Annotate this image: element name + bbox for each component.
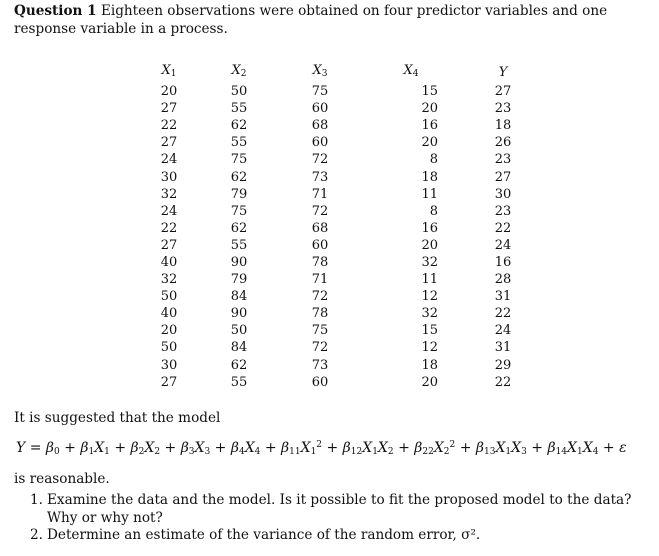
cell-x2: 55 [230,101,248,117]
cell-x4: 8 [429,203,438,219]
cell-x1: 30 [160,357,178,373]
task-text: Determine an estimate of the variance of the random error, σ². [47,527,481,543]
cell-x4: 12 [421,289,438,305]
question-intro [14,2,644,38]
cell-x3: 73 [311,357,329,373]
cell-x4: 20 [421,101,438,117]
table-row [140,117,544,134]
cell-x4: 11 [421,272,438,288]
cell-x4: 16 [421,220,438,236]
cell-x4: 20 [421,237,438,253]
table-row [140,168,544,185]
table-row [140,357,544,374]
cell-x1: 30 [160,169,178,185]
data-table [140,62,544,391]
cell-y: 24 [494,237,512,253]
cell-y: 23 [494,101,512,117]
cell-y: 16 [494,254,512,270]
cell-x3: 75 [311,323,329,339]
table-body [140,83,544,391]
cell-y: 18 [494,118,512,134]
cell-x3: 60 [311,135,329,151]
cell-x2: 79 [230,272,248,288]
cell-x1: 50 [160,289,178,305]
table-row [140,186,544,203]
question-text: Eighteen observations were obtained on four predictor variables and one response variable in a process. [14,3,608,37]
cell-x2: 62 [230,169,248,185]
cell-x1: 20 [160,84,178,100]
cell-y: 22 [494,374,512,390]
cell-x2: 55 [230,135,248,151]
question-label: Question 1 [14,3,97,19]
cell-x2: 62 [230,220,248,236]
cell-x4: 15 [421,323,438,339]
table-row [140,220,544,237]
cell-x2: 75 [230,152,248,168]
cell-x4: 20 [421,374,438,390]
cell-x3: 78 [311,254,329,270]
cell-x3: 68 [311,220,329,236]
cell-x1: 27 [160,101,178,117]
cell-x3: 71 [311,186,329,202]
cell-x2: 62 [230,357,248,373]
cell-y: 22 [494,306,512,322]
cell-x2: 90 [230,254,248,270]
header-y: Y [498,65,508,80]
cell-x1: 20 [160,323,178,339]
table-row [140,237,544,254]
model-intro-text: It is suggested that the model [14,410,221,426]
cell-x4: 20 [421,135,438,151]
cell-x3: 72 [311,340,329,356]
cell-x3: 72 [311,289,329,305]
cell-x4: 16 [421,118,438,134]
table-row [140,203,544,220]
cell-x3: 60 [311,374,329,390]
cell-x4: 32 [421,306,438,322]
cell-x1: 40 [160,306,178,322]
cell-x2: 55 [230,237,248,253]
cell-y: 22 [494,220,512,236]
cell-y: 29 [494,357,512,373]
cell-x2: 55 [230,374,248,390]
cell-x2: 50 [230,323,248,339]
cell-y: 28 [494,272,512,288]
task-item [0,527,642,545]
table-row [140,83,544,100]
cell-x1: 32 [160,186,178,202]
cell-y: 23 [494,203,512,219]
cell-x4: 12 [421,340,438,356]
cell-x2: 62 [230,118,248,134]
cell-x3: 72 [311,152,329,168]
cell-y: 24 [494,323,512,339]
header-x2: $X_2$ [231,63,247,79]
cell-x1: 24 [160,203,178,219]
table-row [140,288,544,305]
table-row [140,339,544,356]
table-row [140,374,544,391]
cell-x1: 32 [160,272,178,288]
cell-x1: 22 [160,220,178,236]
table-row [140,134,544,151]
cell-x2: 84 [230,289,248,305]
cell-y: 31 [494,289,512,305]
cell-y: 27 [494,84,512,100]
cell-x3: 78 [311,306,329,322]
cell-x3: 75 [311,84,329,100]
cell-x2: 50 [230,84,248,100]
cell-x4: 32 [421,254,438,270]
task-text: Examine the data and the model. Is it possible to fit the proposed model to the data? Why or why not? [47,492,632,526]
table-row [140,305,544,322]
reasonable-text: is reasonable. [14,471,110,487]
cell-x3: 68 [311,118,329,134]
cell-x4: 15 [421,84,438,100]
table-row [140,254,544,271]
cell-y: 31 [494,340,512,356]
table-row [140,271,544,288]
cell-x1: 50 [160,340,178,356]
cell-x4: 18 [421,169,438,185]
cell-x3: 60 [311,237,329,253]
cell-y: 30 [494,186,512,202]
cell-x3: 73 [311,169,329,185]
model-equation: $Y = \beta_0 + \beta_1X_1 + \beta_2X_2 + \beta_3X_3 + \beta_4X_4 + \beta_{11}X_1^2 + \beta_{12}X_1X_2 + \beta_{22}X_2^2 + \beta_{13}X_1X_3 + \beta_{14}X_1X_4 + \varepsilon$ [16,440,627,457]
cell-x1: 40 [160,254,178,270]
cell-x3: 71 [311,272,329,288]
header-x3: $X_3$ [312,63,328,79]
cell-x4: 11 [421,186,438,202]
cell-x2: 84 [230,340,248,356]
cell-x4: 18 [421,357,438,373]
cell-x2: 75 [230,203,248,219]
cell-y: 26 [494,135,512,151]
cell-x1: 22 [160,118,178,134]
task-number: 2. [30,527,43,543]
cell-x1: 27 [160,135,178,151]
cell-y: 23 [494,152,512,168]
cell-x3: 72 [311,203,329,219]
header-x4: $X_4$ [403,63,419,79]
cell-y: 27 [494,169,512,185]
table-header-row [140,62,544,83]
cell-x3: 60 [311,101,329,117]
task-number: 1. [30,492,43,508]
cell-x1: 24 [160,152,178,168]
table-row [140,100,544,117]
cell-x1: 27 [160,237,178,253]
cell-x1: 27 [160,374,178,390]
cell-x2: 79 [230,186,248,202]
cell-x4: 8 [429,152,438,168]
task-list [0,492,642,545]
table-row [140,151,544,168]
header-x1: $X_1$ [161,63,177,79]
table-row [140,322,544,339]
task-item [0,492,642,527]
cell-x2: 90 [230,306,248,322]
